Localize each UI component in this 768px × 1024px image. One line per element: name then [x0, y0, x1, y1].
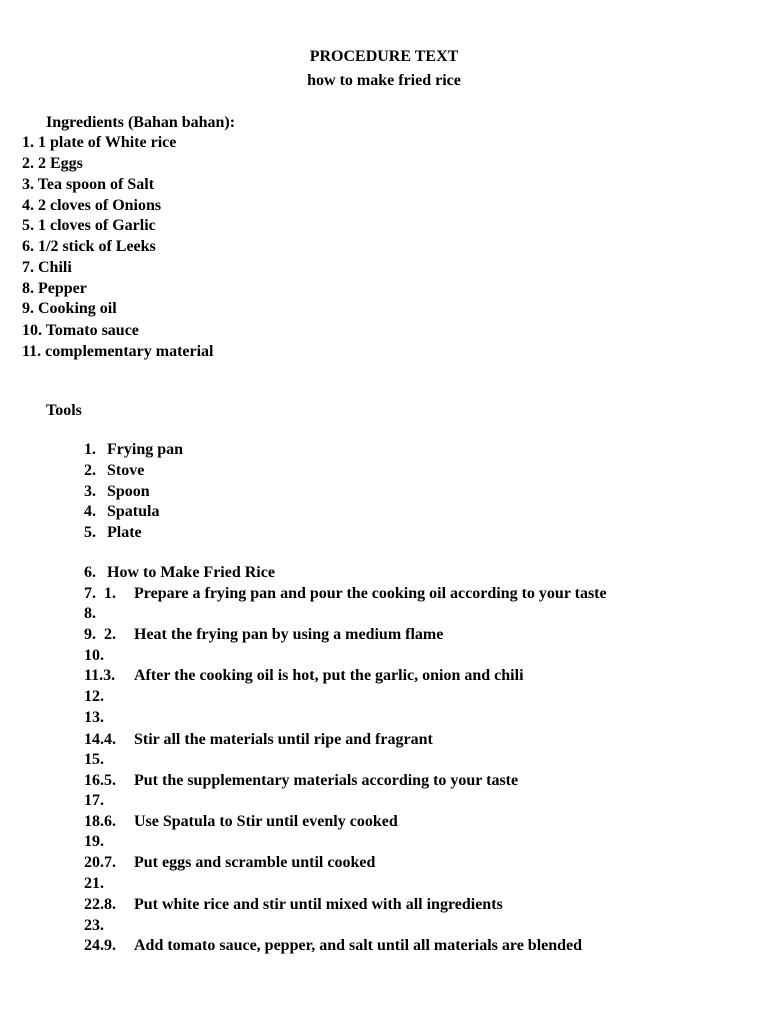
list-number: 18.6.: [84, 813, 116, 830]
list-number: 17.: [84, 792, 104, 809]
list-number: 15.: [84, 751, 104, 768]
ingredient-item: 5. 1 cloves of Garlic: [22, 217, 156, 234]
list-number: 19.: [84, 833, 104, 850]
tool-item: [84, 441, 183, 459]
list-number: 22.8.: [84, 896, 116, 913]
step-item: [84, 731, 433, 749]
list-number: 8.: [84, 605, 96, 622]
step-item: [84, 875, 134, 893]
list-number: 5.: [84, 524, 96, 541]
step-text: Heat the frying pan by using a medium flame: [134, 626, 444, 643]
list-number: 10.: [84, 647, 104, 664]
list-number: 20.7.: [84, 854, 116, 871]
list-number: 23.: [84, 917, 104, 934]
list-number: 4.: [84, 503, 96, 520]
step-item: [84, 937, 582, 955]
list-number: 3.: [84, 483, 96, 500]
step-text: Add tomato sauce, pepper, and salt until all materials are blended: [134, 937, 583, 954]
ingredient-item: 9. Cooking oil: [22, 300, 117, 317]
step-text: After the cooking oil is hot, put the garlic, onion and chili: [134, 667, 524, 684]
list-number: 6.: [84, 564, 96, 581]
step-text: Prepare a frying pan and pour the cooking oil according to your taste: [134, 585, 607, 602]
step-text: Put eggs and scramble until cooked: [134, 854, 376, 871]
ingredient-item: 4. 2 cloves of Onions: [22, 197, 162, 214]
step-item: [84, 667, 524, 685]
step-item: [84, 688, 134, 706]
ingredient-item: 6. 1/2 stick of Leeks: [22, 238, 156, 255]
ingredient-item: 11. complementary material: [22, 343, 214, 360]
step-item: [84, 896, 503, 914]
step-text: Put white rice and stir until mixed with all ingredients: [134, 896, 503, 913]
step-text: How to Make Fried Rice: [107, 564, 275, 581]
tool-text: Plate: [107, 524, 142, 541]
list-number: 9. 2.: [84, 626, 116, 643]
list-number: 24.9.: [84, 937, 116, 954]
step-item: [84, 813, 398, 831]
ingredients-heading: Ingredients (Bahan bahan):: [46, 114, 236, 131]
list-number: 13.: [84, 709, 104, 726]
list-number: 7. 1.: [84, 585, 116, 602]
ingredient-item: 7. Chili: [22, 259, 72, 276]
tool-text: Spoon: [107, 483, 150, 500]
tools-heading: Tools: [46, 402, 82, 419]
tool-item: [84, 524, 142, 542]
tool-text: Stove: [107, 462, 145, 479]
step-item: [84, 605, 134, 623]
step-item: [84, 709, 134, 727]
ingredient-item: 3. Tea spoon of Salt: [22, 176, 155, 193]
step-item: [84, 647, 134, 665]
step-item: [84, 751, 134, 769]
step-item: [84, 917, 134, 935]
list-number: 1.: [84, 441, 96, 458]
step-text: Stir all the materials until ripe and fragrant: [134, 731, 433, 748]
document-title: PROCEDURE TEXT: [309, 48, 459, 65]
tool-item: [84, 483, 150, 501]
step-item: [84, 585, 607, 603]
ingredient-item: 2. 2 Eggs: [22, 155, 83, 172]
list-number: 14.4.: [84, 731, 116, 748]
list-number: 11.3.: [84, 667, 116, 684]
ingredient-item: 10. Tomato sauce: [22, 322, 139, 339]
step-item: [84, 792, 134, 810]
tool-item: [84, 503, 159, 521]
step-item: [84, 564, 275, 582]
tool-item: [84, 462, 144, 480]
step-item: [84, 772, 518, 790]
list-number: 2.: [84, 462, 96, 479]
list-number: 16.5.: [84, 772, 116, 789]
step-item: [84, 854, 375, 872]
step-text: Use Spatula to Stir until evenly cooked: [134, 813, 398, 830]
list-number: 12.: [84, 688, 104, 705]
document-subtitle: how to make fried rice: [307, 72, 461, 89]
tool-text: Frying pan: [107, 441, 184, 458]
list-number: 21.: [84, 875, 104, 892]
step-item: [84, 833, 134, 851]
tool-text: Spatula: [107, 503, 160, 520]
ingredient-item: 8. Pepper: [22, 280, 87, 297]
ingredient-item: 1. 1 plate of White rice: [22, 134, 177, 151]
step-item: [84, 626, 443, 644]
step-text: Put the supplementary materials according to your taste: [134, 772, 519, 789]
